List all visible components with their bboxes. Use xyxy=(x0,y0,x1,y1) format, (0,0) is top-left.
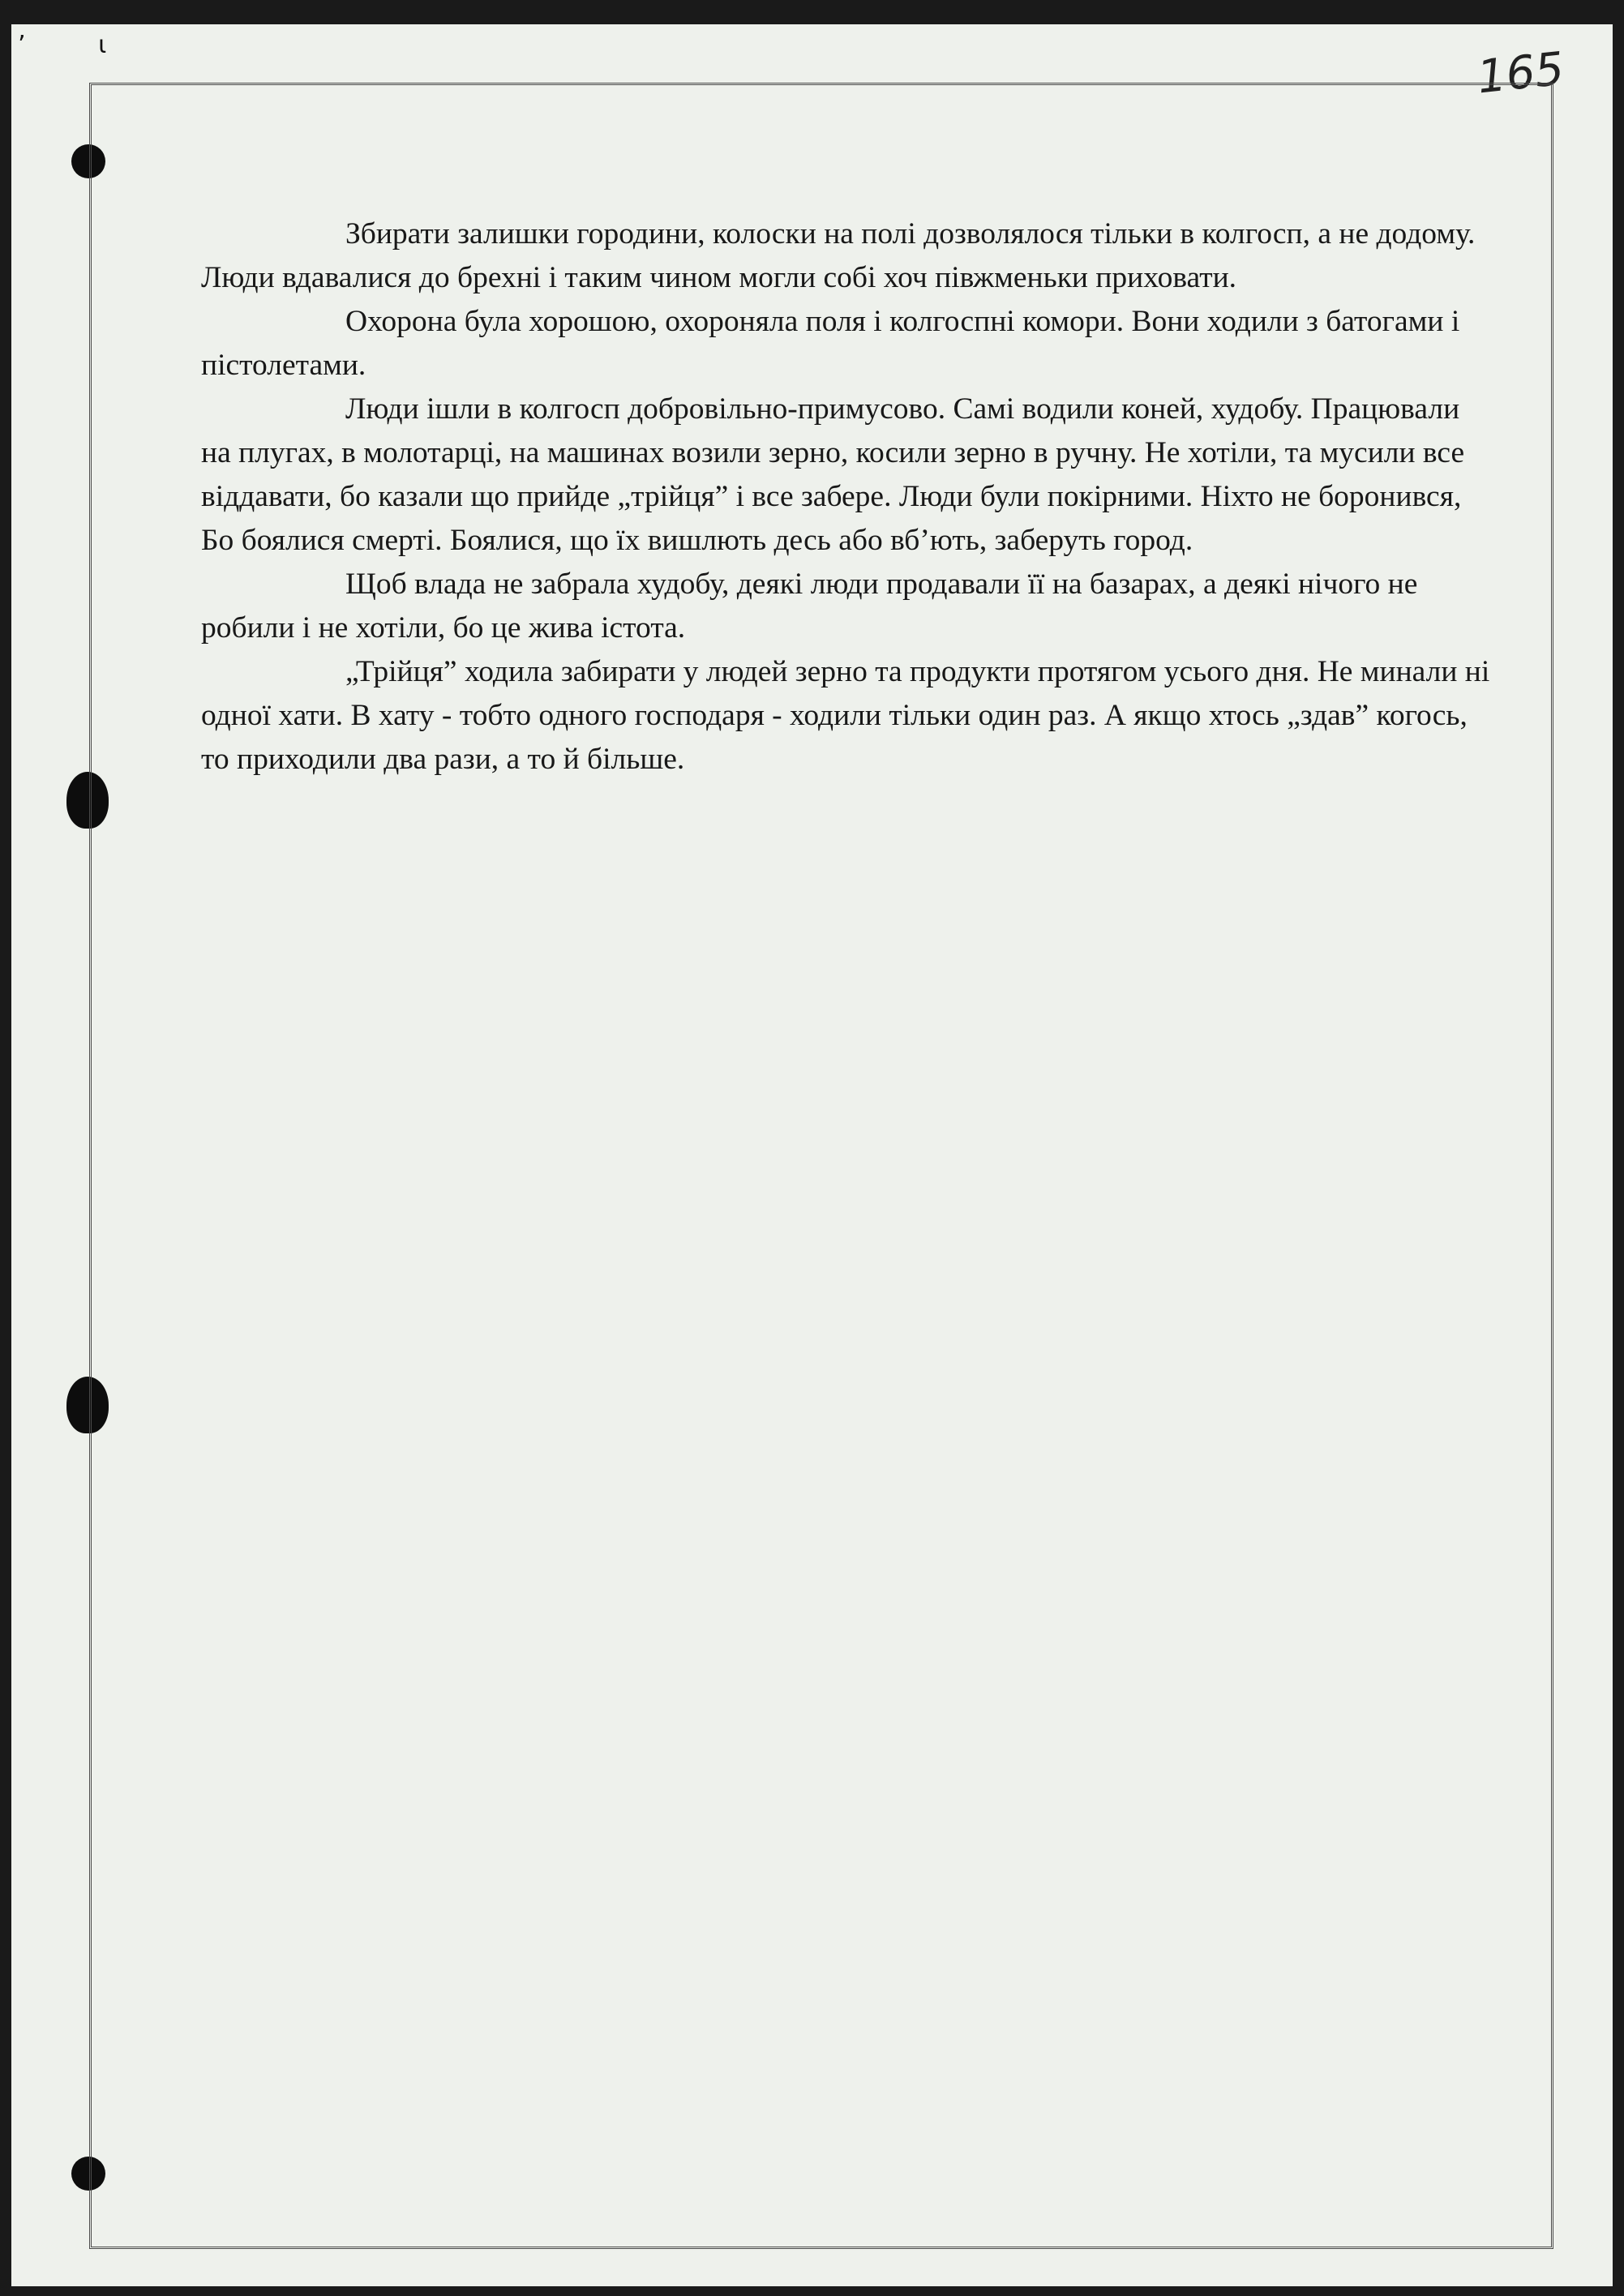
document-page xyxy=(11,24,1613,2286)
page-number: 165 xyxy=(1475,42,1567,105)
paragraph: Збирати залишки городини, колоски на полі дозволялося тільки в колгосп, а не додому. Люди вдавалися до брехні і таким чином могли собі хоч півжменьки приховати. xyxy=(201,217,1476,294)
paragraph: „Трійця” ходила забирати у людей зерно та продукти протягом усього дня. Не минали ні одної хати. В хату - тобто одного господаря - ходили тільки один раз. А якщо хтось „здав” когось, то приходили два рази, а то й більше. xyxy=(201,655,1490,776)
body-text xyxy=(201,212,1492,782)
paragraph: Люди ішли в колгосп добровільно-примусово. Самі водили коней, худобу. Працювали на плугах, в молотарці, на машинах возили зерно, косили зерно в ручну. Не хотіли, та мусили все віддавати, бо казали що прийде „трійця” і все забере. Люди були покірними. Ніхто не боронився, Бо боялися смерті. Боялися, що їх вишлють десь або вб’ють, заберуть город. xyxy=(201,392,1465,557)
paragraph: Щоб влада не забрала худобу, деякі люди продавали її на базарах, а деякі нічого не робили і не хотіли, бо це жива істота. xyxy=(201,568,1418,645)
corner-marks: ʼ ɩ xyxy=(18,31,139,59)
paragraph: Охорона була хорошою, охороняла поля і колгоспні комори. Вони ходили з батогами і пістолетами. xyxy=(201,305,1460,382)
